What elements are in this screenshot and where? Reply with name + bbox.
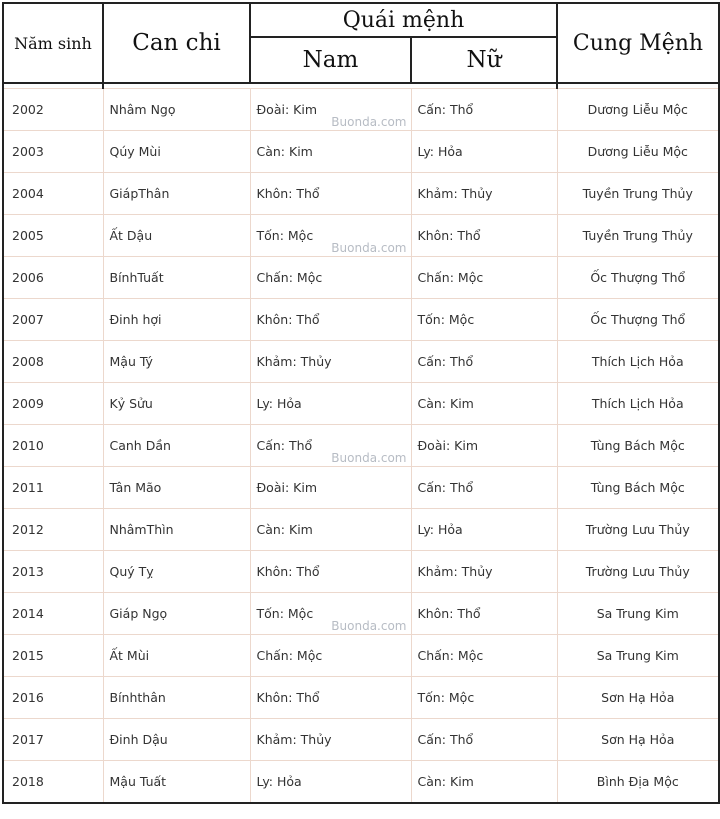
- quai-menh-nu-cell: [411, 341, 557, 383]
- table-row: [3, 299, 719, 341]
- watermark: Buonda.com: [331, 451, 407, 465]
- cung-menh-cell-text: Ốc Thượng Thổ: [590, 312, 686, 327]
- quai-menh-nam-cell-text: Cấn: Thổ: [256, 438, 313, 453]
- can-chi-cell: [103, 593, 250, 635]
- can-chi-cell: [103, 299, 250, 341]
- year-cell-text: 2016: [12, 690, 44, 705]
- cung-menh-cell-text: Tuyền Trung Thủy: [582, 186, 693, 201]
- can-chi-cell: [103, 173, 250, 215]
- header-nu: Nữ: [411, 37, 557, 83]
- table-row: [3, 677, 719, 719]
- cung-menh-cell: [557, 635, 719, 677]
- quai-menh-nam-cell: [250, 719, 411, 761]
- quai-menh-nam-cell: [250, 173, 411, 215]
- quai-menh-nam-cell-text: Càn: Kim: [256, 522, 313, 537]
- quai-menh-nam-cell-text: Tốn: Mộc: [256, 606, 314, 621]
- cung-menh-cell: [557, 551, 719, 593]
- header-can-chi: Can chi: [103, 3, 250, 83]
- header-cung-menh: Cung Mệnh: [557, 3, 719, 83]
- quai-menh-nu-cell: [411, 215, 557, 257]
- quai-menh-nam-cell: [250, 341, 411, 383]
- quai-menh-nam-cell-text: Càn: Kim: [256, 144, 313, 159]
- cung-menh-cell-text: Tùng Bách Mộc: [590, 438, 685, 453]
- quai-menh-nu-cell-text: Tốn: Mộc: [417, 690, 475, 705]
- quai-menh-nu-cell-text: Càn: Kim: [417, 774, 474, 789]
- table-row: [3, 467, 719, 509]
- can-chi-cell: [103, 761, 250, 804]
- year-cell: [3, 131, 103, 173]
- cung-menh-cell-text: Sơn Hạ Hỏa: [601, 690, 675, 705]
- table-row: [3, 173, 719, 215]
- quai-menh-nam-cell: [250, 509, 411, 551]
- cung-menh-cell-text: Ốc Thượng Thổ: [590, 270, 686, 285]
- year-cell: [3, 341, 103, 383]
- cung-menh-cell: [557, 383, 719, 425]
- quai-menh-nu-cell: [411, 383, 557, 425]
- year-cell-text: 2006: [12, 270, 44, 285]
- year-cell-text: 2018: [12, 774, 44, 789]
- year-cell-text: 2011: [12, 480, 44, 495]
- table-row: [3, 593, 719, 635]
- quai-menh-nam-cell: [250, 383, 411, 425]
- cung-menh-cell: [557, 593, 719, 635]
- cung-menh-cell: [557, 89, 719, 131]
- quai-menh-nu-cell: [411, 467, 557, 509]
- quai-menh-nu-cell-text: Cấn: Thổ: [417, 480, 474, 495]
- can-chi-cell-text: Bínhthân: [109, 690, 166, 705]
- quai-menh-nam-cell-text: Khôn: Thổ: [256, 312, 320, 327]
- quai-menh-nam-cell: [250, 551, 411, 593]
- quai-menh-nu-cell-text: Khôn: Thổ: [417, 228, 481, 243]
- cung-menh-cell-text: Trường Lưu Thủy: [585, 522, 690, 537]
- year-cell-text: 2002: [12, 102, 44, 117]
- quai-menh-nu-cell-text: Chấn: Mộc: [417, 648, 484, 663]
- year-cell-text: 2007: [12, 312, 44, 327]
- quai-menh-nu-cell: [411, 299, 557, 341]
- year-cell-text: 2012: [12, 522, 44, 537]
- year-cell: [3, 173, 103, 215]
- year-cell: [3, 89, 103, 131]
- quai-menh-nam-cell-text: Chấn: Mộc: [256, 270, 323, 285]
- can-chi-cell: [103, 383, 250, 425]
- can-chi-cell-text: Đinh Dậu: [109, 732, 168, 747]
- can-chi-cell: [103, 509, 250, 551]
- cung-menh-cell-text: Dương Liễu Mộc: [587, 102, 688, 117]
- table-row: [3, 257, 719, 299]
- cung-menh-cell: [557, 425, 719, 467]
- table-row: [3, 425, 719, 467]
- year-cell-text: 2015: [12, 648, 44, 663]
- table-row: [3, 635, 719, 677]
- watermark: Buonda.com: [331, 619, 407, 633]
- can-chi-cell: [103, 677, 250, 719]
- year-cell: [3, 509, 103, 551]
- year-cell: [3, 551, 103, 593]
- quai-menh-nam-cell-text: Ly: Hỏa: [256, 774, 302, 789]
- cung-menh-cell: [557, 509, 719, 551]
- can-chi-cell: [103, 131, 250, 173]
- quai-menh-nam-cell: [250, 215, 411, 257]
- quai-menh-nu-cell-text: Chấn: Mộc: [417, 270, 484, 285]
- quai-menh-nu-cell-text: Ly: Hỏa: [417, 522, 463, 537]
- table-row: [3, 509, 719, 551]
- quai-menh-nu-cell-text: Càn: Kim: [417, 396, 474, 411]
- year-cell-text: 2005: [12, 228, 44, 243]
- year-cell: [3, 383, 103, 425]
- table-row: [3, 89, 719, 131]
- quai-menh-nam-cell: [250, 131, 411, 173]
- can-chi-cell: [103, 89, 250, 131]
- watermark: Buonda.com: [331, 241, 407, 255]
- quai-menh-nu-cell: [411, 509, 557, 551]
- year-cell-text: 2010: [12, 438, 44, 453]
- cung-menh-cell-text: Thích Lịch Hỏa: [591, 396, 684, 411]
- cung-menh-cell-text: Trường Lưu Thủy: [585, 564, 690, 579]
- quai-menh-nu-cell-text: Ly: Hỏa: [417, 144, 463, 159]
- quai-menh-nam-cell: [250, 677, 411, 719]
- quai-menh-nu-cell: [411, 425, 557, 467]
- quai-menh-nam-cell-text: Khôn: Thổ: [256, 690, 320, 705]
- header-nam: Nam: [250, 37, 411, 83]
- year-cell: [3, 425, 103, 467]
- quai-menh-nu-cell: [411, 593, 557, 635]
- can-chi-cell-text: Canh Dần: [109, 438, 171, 453]
- cung-menh-cell-text: Dương Liễu Mộc: [587, 144, 688, 159]
- can-chi-cell-text: Nhâm Ngọ: [109, 102, 176, 117]
- cung-menh-cell: [557, 131, 719, 173]
- quai-menh-nu-cell: [411, 257, 557, 299]
- can-chi-cell-text: Quý Tỵ: [109, 564, 154, 579]
- quai-menh-nu-cell: [411, 635, 557, 677]
- cung-menh-cell: [557, 719, 719, 761]
- year-cell-text: 2008: [12, 354, 44, 369]
- year-cell: [3, 215, 103, 257]
- quai-menh-nam-cell-text: Khôn: Thổ: [256, 564, 320, 579]
- year-cell: [3, 761, 103, 804]
- cung-menh-cell-text: Sa Trung Kim: [596, 606, 679, 621]
- quai-menh-nam-cell-text: Khảm: Thủy: [256, 732, 332, 747]
- can-chi-cell-text: BínhTuất: [109, 270, 164, 285]
- year-cell: [3, 467, 103, 509]
- quai-menh-nam-cell: [250, 425, 411, 467]
- table-row: [3, 383, 719, 425]
- quai-menh-nu-cell-text: Cấn: Thổ: [417, 354, 474, 369]
- quai-menh-nu-cell-text: Khảm: Thủy: [417, 186, 493, 201]
- quai-menh-nu-cell: [411, 719, 557, 761]
- can-chi-cell: [103, 215, 250, 257]
- quai-menh-nu-cell: [411, 551, 557, 593]
- can-chi-cell-text: Mậu Tuất: [109, 774, 167, 789]
- quai-menh-nu-cell: [411, 761, 557, 804]
- table-row: [3, 551, 719, 593]
- table-row: [3, 131, 719, 173]
- quai-menh-nam-cell: [250, 89, 411, 131]
- table-row: [3, 215, 719, 257]
- can-chi-cell: [103, 425, 250, 467]
- cung-menh-cell: [557, 761, 719, 804]
- year-cell: [3, 593, 103, 635]
- quai-menh-nu-cell-text: Tốn: Mộc: [417, 312, 475, 327]
- cung-menh-cell-text: Thích Lịch Hỏa: [591, 354, 684, 369]
- quai-menh-nam-cell: [250, 761, 411, 804]
- can-chi-cell-text: NhâmThìn: [109, 522, 174, 537]
- cung-menh-cell: [557, 467, 719, 509]
- zodiac-table: [2, 2, 720, 804]
- cung-menh-cell: [557, 257, 719, 299]
- cung-menh-cell-text: Tuyền Trung Thủy: [582, 228, 693, 243]
- can-chi-cell: [103, 551, 250, 593]
- quai-menh-nu-cell-text: Đoài: Kim: [417, 438, 478, 453]
- cung-menh-cell-text: Sa Trung Kim: [596, 648, 679, 663]
- can-chi-cell: [103, 635, 250, 677]
- can-chi-cell-text: Đinh hợi: [109, 312, 162, 327]
- year-cell: [3, 677, 103, 719]
- header-nam-sinh: Năm sinh: [3, 3, 103, 83]
- year-cell: [3, 257, 103, 299]
- quai-menh-nam-cell: [250, 635, 411, 677]
- header-quai-menh: Quái mệnh: [250, 3, 557, 37]
- cung-menh-cell-text: Bình Địa Mộc: [596, 774, 679, 789]
- can-chi-cell-text: Qúy Mùi: [109, 144, 161, 159]
- can-chi-cell-text: Ất Dậu: [109, 228, 153, 243]
- quai-menh-nam-cell-text: Khôn: Thổ: [256, 186, 320, 201]
- quai-menh-nu-cell: [411, 677, 557, 719]
- table-body: [3, 83, 719, 803]
- quai-menh-nu-cell-text: Khôn: Thổ: [417, 606, 481, 621]
- quai-menh-nam-cell-text: Đoài: Kim: [256, 102, 317, 117]
- watermark: Buonda.com: [331, 115, 407, 129]
- year-cell: [3, 635, 103, 677]
- quai-menh-nu-cell-text: Cấn: Thổ: [417, 102, 474, 117]
- can-chi-cell-text: Mậu Tý: [109, 354, 153, 369]
- can-chi-cell-text: Giáp Ngọ: [109, 606, 168, 621]
- table-row: [3, 719, 719, 761]
- year-cell: [3, 719, 103, 761]
- table-row: [3, 761, 719, 804]
- can-chi-cell: [103, 467, 250, 509]
- cung-menh-cell: [557, 173, 719, 215]
- year-cell-text: 2014: [12, 606, 44, 621]
- quai-menh-nam-cell: [250, 593, 411, 635]
- can-chi-cell-text: Tân Mão: [109, 480, 162, 495]
- year-cell: [3, 299, 103, 341]
- can-chi-cell: [103, 257, 250, 299]
- quai-menh-nam-cell: [250, 257, 411, 299]
- quai-menh-nam-cell: [250, 467, 411, 509]
- quai-menh-nam-cell-text: Ly: Hỏa: [256, 396, 302, 411]
- cung-menh-cell: [557, 677, 719, 719]
- quai-menh-nu-cell: [411, 173, 557, 215]
- can-chi-cell-text: Ất Mùi: [109, 648, 150, 663]
- cung-menh-cell-text: Tùng Bách Mộc: [590, 480, 685, 495]
- year-cell-text: 2004: [12, 186, 44, 201]
- can-chi-cell: [103, 341, 250, 383]
- quai-menh-nu-cell-text: Khảm: Thủy: [417, 564, 493, 579]
- quai-menh-nu-cell-text: Cấn: Thổ: [417, 732, 474, 747]
- year-cell-text: 2003: [12, 144, 44, 159]
- quai-menh-nam-cell: [250, 299, 411, 341]
- year-cell-text: 2009: [12, 396, 44, 411]
- cung-menh-cell: [557, 215, 719, 257]
- can-chi-cell: [103, 719, 250, 761]
- quai-menh-nam-cell-text: Tốn: Mộc: [256, 228, 314, 243]
- can-chi-cell-text: Kỷ Sửu: [109, 396, 153, 411]
- table-row: [3, 341, 719, 383]
- cung-menh-cell: [557, 341, 719, 383]
- cung-menh-cell-text: Sơn Hạ Hỏa: [601, 732, 675, 747]
- year-cell-text: 2017: [12, 732, 44, 747]
- cung-menh-cell: [557, 299, 719, 341]
- quai-menh-nu-cell: [411, 89, 557, 131]
- quai-menh-nam-cell-text: Đoài: Kim: [256, 480, 317, 495]
- can-chi-cell-text: GiápThân: [109, 186, 170, 201]
- quai-menh-nam-cell-text: Chấn: Mộc: [256, 648, 323, 663]
- quai-menh-nu-cell: [411, 131, 557, 173]
- year-cell-text: 2013: [12, 564, 44, 579]
- quai-menh-nam-cell-text: Khảm: Thủy: [256, 354, 332, 369]
